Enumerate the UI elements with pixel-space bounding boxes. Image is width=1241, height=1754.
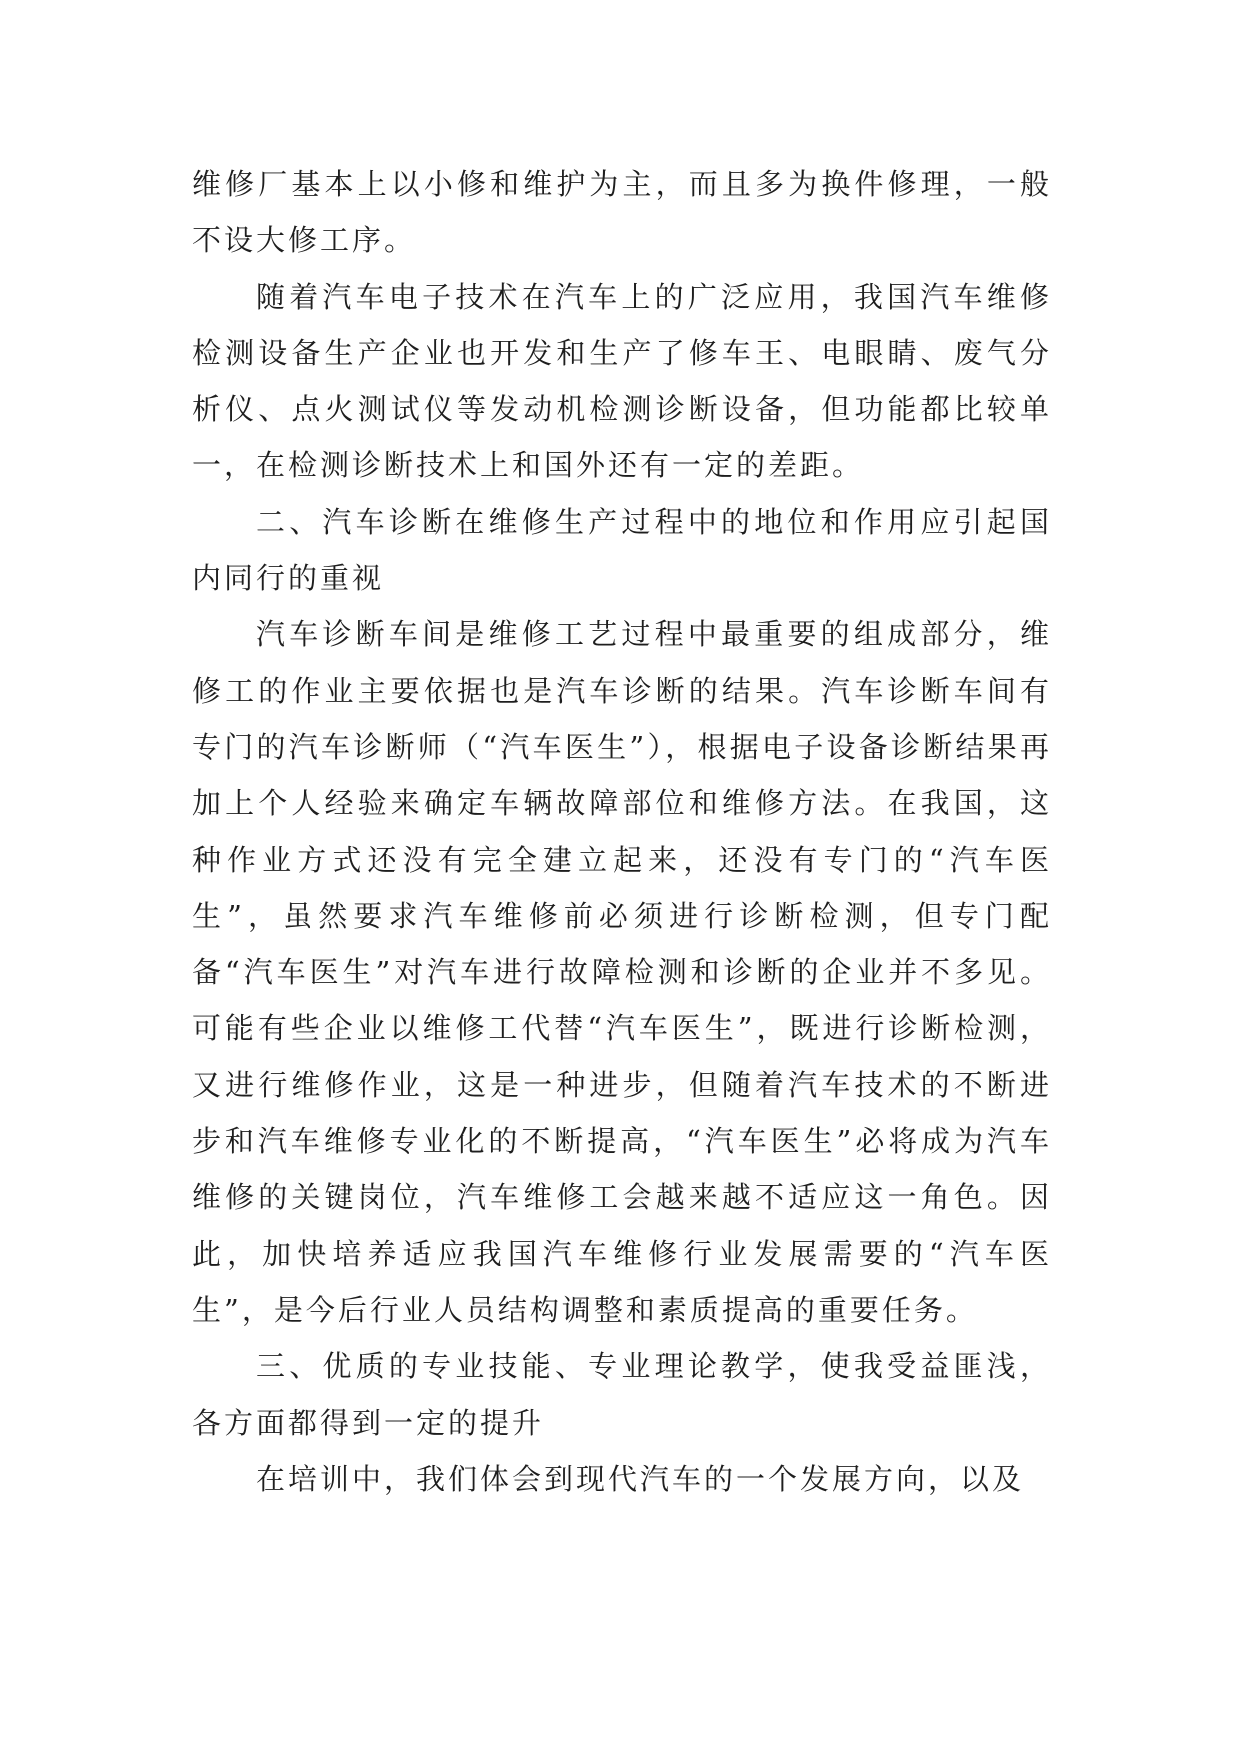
paragraph-electronic-diagnostics: 随着汽车电子技术在汽车上的广泛应用，我国汽车维修检测设备生产企业也开发和生产了修车王、电眼睛、废气分析仪、点火测试仪等发动机检测诊断设备，但功能都比较单一，在检测诊断技术上和国外还有一定的差距。	[192, 279, 1052, 483]
paragraph-car-doctor: 汽车诊断车间是维修工艺过程中最重要的组成部分，维修工的作业主要依据也是汽车诊断的结果。汽车诊断车间有专门的汽车诊断师（“汽车医生”），根据电子设备诊断结果再加上个人经验来确定车辆故障部位和维修方法。在我国，这种作业方式还没有完全建立起来，还没有专门的“汽车医生”，虽然要求汽车维修前必须进行诊断检测，但专门配备“汽车医生”对汽车进行故障检测和诊断的企业并不多见。可能有些企业以维修工代替“汽车医生”，既进行诊断检测，又进行维修作业，这是一种进步，但随着汽车技术的不断进步和汽车维修专业化的不断提高，“汽车医生”必将成为汽车维修的关键岗位，汽车维修工会越来越不适应这一角色。因此，加快培养适应我国汽车维修行业发展需要的“汽车医生”，是今后行业人员结构调整和素质提高的重要任务。	[192, 617, 1052, 1327]
section-heading-2: 二、汽车诊断在维修生产过程中的地位和作用应引起国内同行的重视	[192, 504, 1052, 596]
paragraph-continuation: 维修厂基本上以小修和维护为主，而且多为换件修理，一般不设大修工序。	[192, 167, 1052, 258]
section-heading-3: 三、优质的专业技能、专业理论教学，使我受益匪浅，各方面都得到一定的提升	[192, 1349, 1052, 1440]
paragraph-training: 在培训中，我们体会到现代汽车的一个发展方向，以及	[256, 1461, 1025, 1496]
document-body	[192, 156, 1052, 1507]
